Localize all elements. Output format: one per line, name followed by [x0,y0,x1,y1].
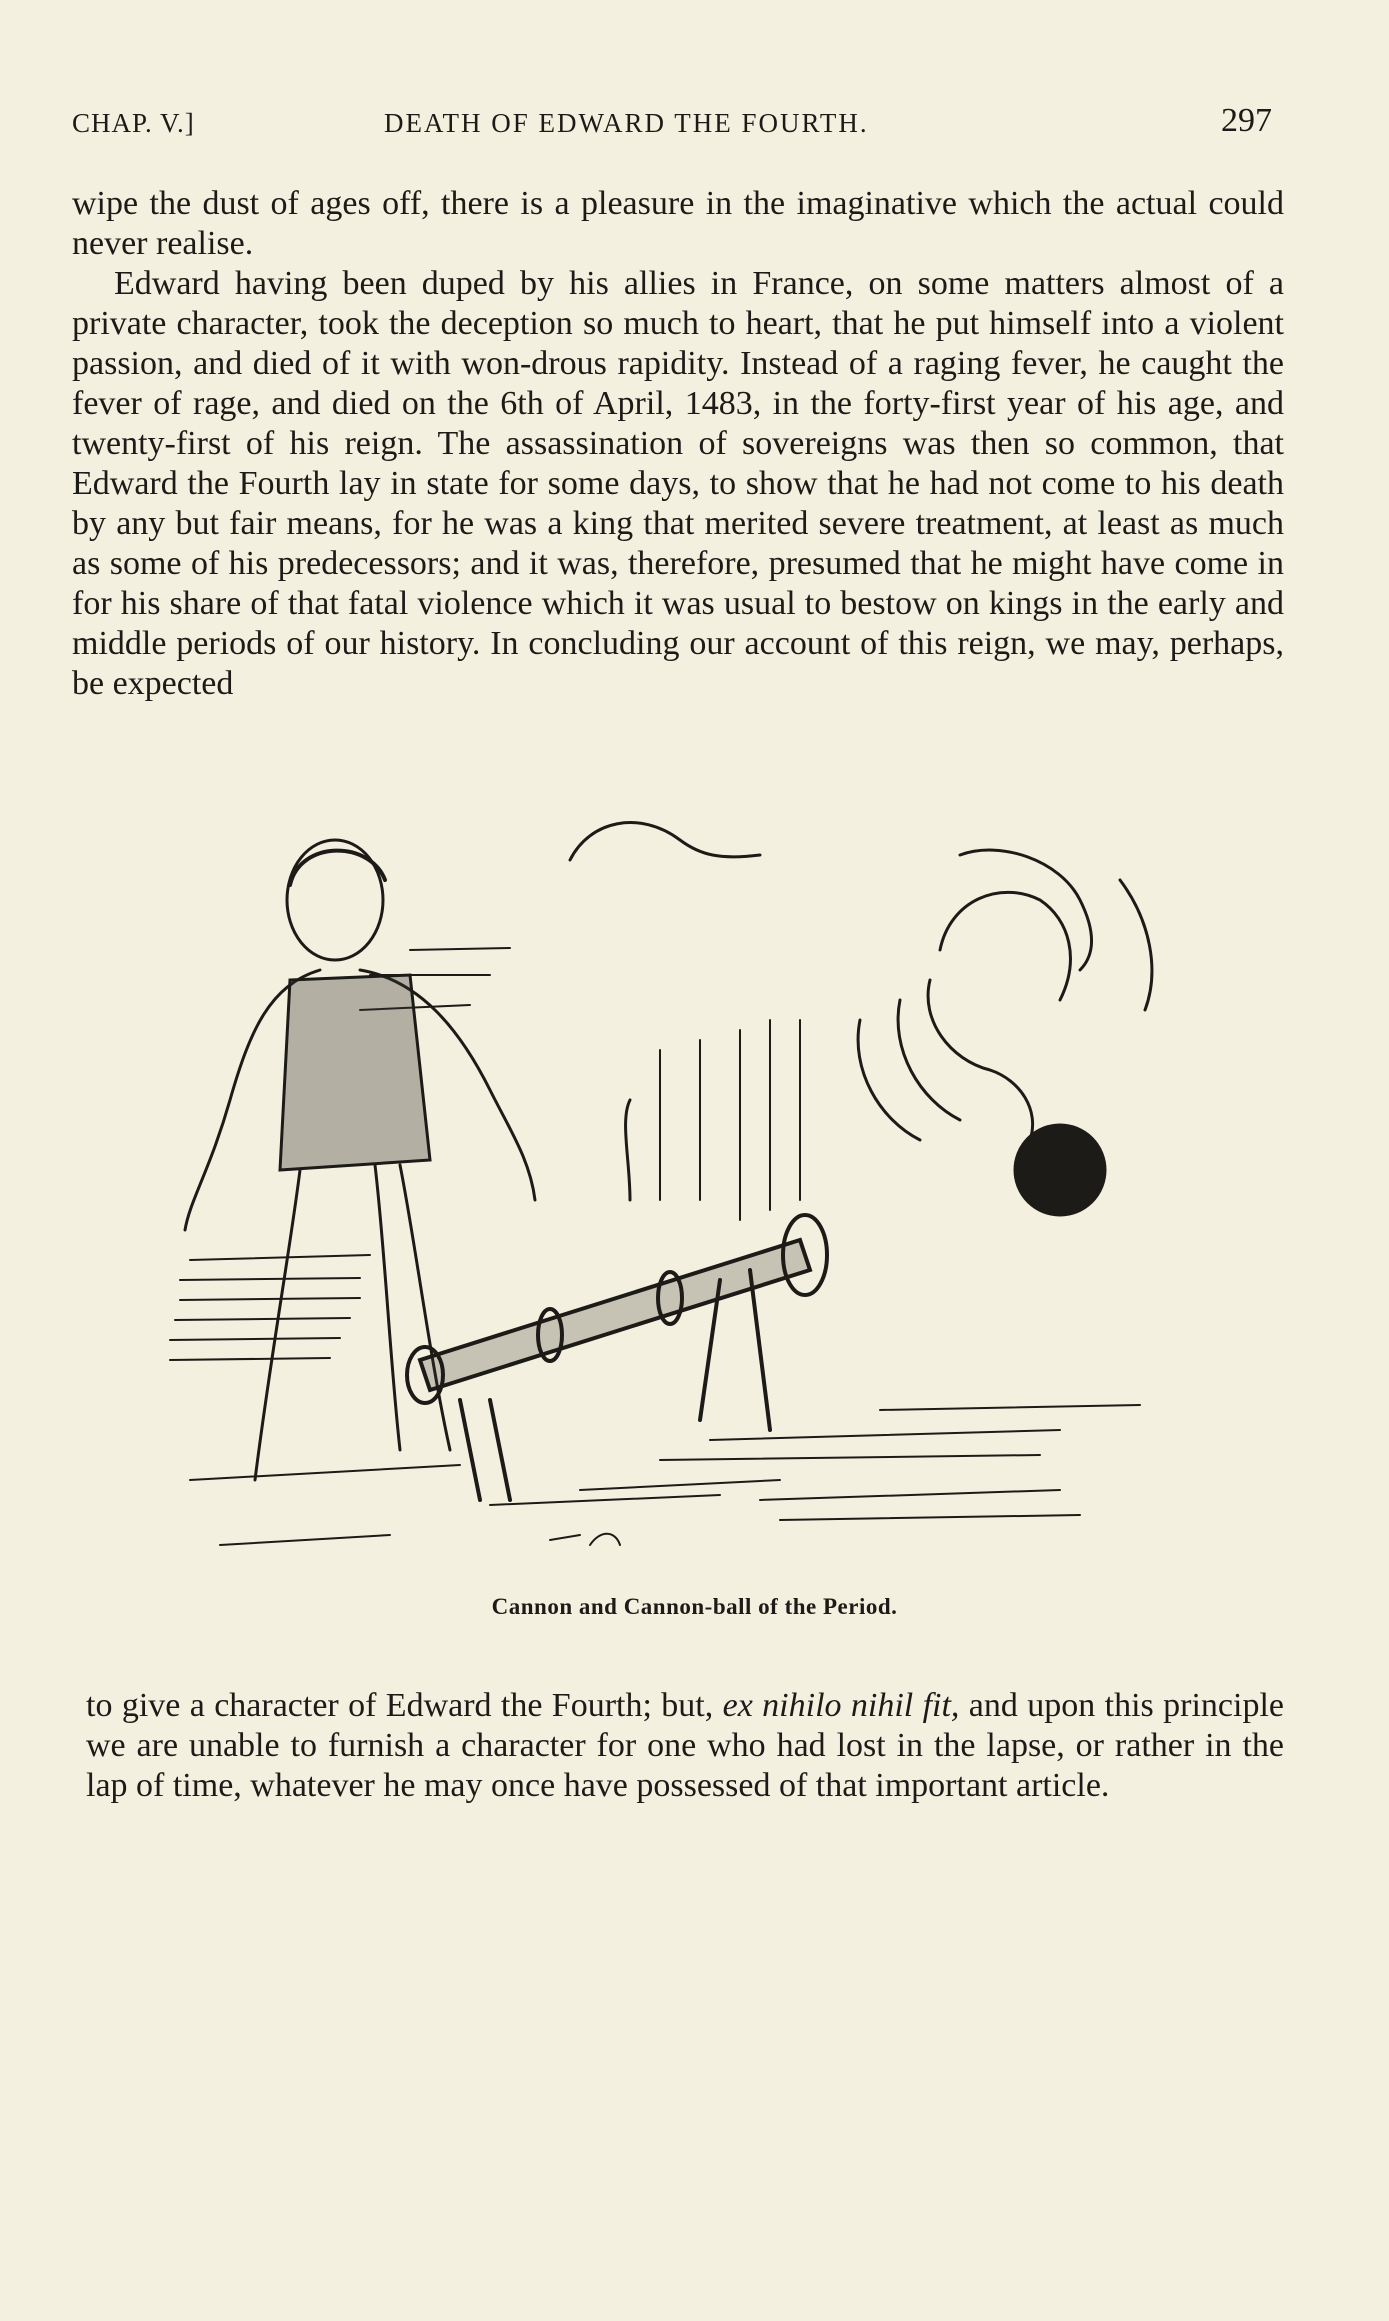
soldier-tunic [280,975,430,1170]
paragraph-edward-death: Edward having been duped by his allies in France, on some matters almost of a private character, took the deception so much to heart, that he put himself into a violent passion, and died of it with won-drous rapidity. Instead of a raging fever, he caught the fever of rage, and died on the 6th of April, 1483, in the forty-first year of his age, and twenty-first of his reign. The assassination of sovereigns was then so common, that Edward the Fourth lay in state for some days, to show that he had not come to his death by any but fair means, for he was a king that merited severe treatment, at least as much as some of his predecessors; and it was, therefore, presumed that he might have come in for his share of that fatal violence which it was usual to bestow on kings in the early and middle periods of our history. In concluding our account of this reign, we may, perhaps, be expected [72,265,1284,702]
latin-phrase: ex nihilo nihil fit, [722,1687,960,1724]
character-text-start: to give a character of Edward the Fourth; but, [86,1687,723,1724]
running-head [72,102,1272,148]
character-text-end: and upon this principle we are unable to furnish a character for one who had lost in the lapse, or rather in the lap of time, whatever he may once have possessed of that important article. [86,1687,1284,1804]
chapter-label: CHAP. V.] [72,108,195,138]
cannon-illustration [160,800,1220,1590]
figure-caption: Cannon and Cannon-ball of the Period. [491,1594,898,1619]
paragraph-character [86,1686,1284,1806]
running-title: DEATH OF EDWARD THE FOURTH. [384,108,869,138]
soldier-right-leg [400,1165,450,1450]
cannon-ball [1015,1125,1105,1215]
paragraph-continuation: wipe the dust of ages off, there is a pleasure in the imaginative which the actual could never realise. [72,185,1284,262]
cloud-stroke [570,823,760,860]
soldier-left-leg [255,1170,300,1480]
cannon [407,1215,827,1500]
page-number: 297 [1221,102,1272,139]
smoke-stroke [960,850,1092,970]
